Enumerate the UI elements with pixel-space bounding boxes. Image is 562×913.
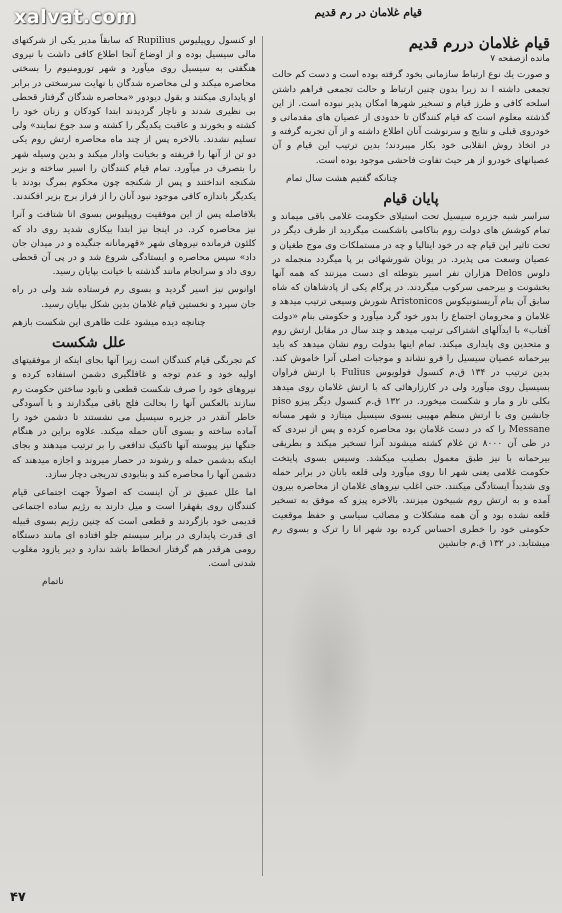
watermark: xalvat.com	[14, 6, 137, 28]
page-number: ۴۷	[10, 890, 26, 905]
article-title: قیام غلامان دررم قدیم	[408, 34, 550, 52]
paper-shadow	[284, 560, 374, 790]
running-head: قیام غلامان در رم قدیم	[314, 6, 422, 19]
section-caption: چنانکه گفتیم هشت سال تمام	[286, 172, 398, 184]
paragraph: او کنسول روپیلیوس Rupilius که سابقاً مدیر یکی از شرکتهای مالی سیسیل بوده و از اوضاع آنجا اطلاع کافی داشت با نیروی هنگفتی به سیسیل روی میآورد و شهر تورومنیوم را بسختی محاصره میکند و لی محاصره شدگان با نهایت سرسختی در برابر او پایداری میکنند و بقول دیودور «محاصره شدگان گرفتار قحطی بی نظیری شدند و ناچار گردیدند ابتدا کودکان و زنان خود را کشته و بخورند و عاقبت یکدیگر را کشته و سد جوع نمایند» ولی تسلیم نشدند. بالاخره پس از چند ماه محاصره ارتش روم یکی دو تن از آنها را فریفته و بخیانت وادار میکند و بدین وسیله شهر را بتصرف در میآورد. تمام قیام کنندگان را اسیر ساخته و بزیر شکنجه انداختند و پس از شکنجه چون محکوم بمرگ بودند با یکدیگر باندازه کافی موجود نبود آنان را از فراز برج بزیر افکندند.	[12, 35, 256, 203]
paragraph: سراسر شبه جزیره سیسیل تحت استیلای حکومت غلامی باقی میماند و تمام کوشش های دولت روم بناکامی باشکست میگردید از طرف دیگر در تحت تاثیر این قیام چه در خود ایتالیا و چه در مستملکات وی موج طغیان و عصیان وسعت می پذیرد. در یونان شورشهائی بر پا میگردد منجمله در دلوس Delos هزاران نفر اسیر بتوطئه ای دست میزنند که همه آنها بخشونت و بیرحمی سرکوب میگردند. در پرگام یکی از پادشاهان که شاه سابق آن بنام آریستونیکوس Aristonicos شورش وسیعی ترتیب میدهد و غلامان و محرومان اجتماع را بدور خود گرد میآورد و حکومتی بنام «دولت آفتاب» با ایدآلهای اشتراکی ترتیب میدهد و چند سال در مقابل ارتش روم و متحدین وی پایداری میکند. تمام اینها بدولت روم نشان میدهد که باید بیرحمانه عصیان سیسیل را فرو نشاند و موجبات اصلی آنرا خاموش کند. بدین ترتیب در ۱۳۴ ق.م کنسول فولویوس Fulius با ارتش فراوان بسیسیل روی میآورد ولی در کارزارهائی که با ارتش غلامان روی میدهد بکلی تار و مار و شکست میخورد. در ۱۳۲ ق.م کنسول دیگر پیزو piso جانشین وی با ارتش منظم مهیبی بسوی سیسیل میتازد و شهر مسانه Messane را که در دست غلامان بود محاصره کرده و پس از نبردی که در طی آن ۸۰۰۰ تن غلام کشته میشوند آنرا تسخیر میکند و بطریقی بیرحمانه با نیز طبق معمول بصلیب میکشد. وسیس بسوی پایتخت حکومت غلامی یعنی شهر انا روی میآورد ولی قلعه بانان در برابر حمله وی شدیداً ایستادگی میکنند. حتی اغلب نیروهای غلامان از محاصره بیرون آمده و به ارتش روم شبیخون میزنند. بالاخره پیزو که موفق به تسخیر قلعه نشده بود و آن همه مشکلات و مصائب سیاسی و حفظ موقعیت حکومتی خود را خطری احساس کرده بود شهر انا را ترک و بسوی رم میشتابد. در ۱۳۲ ق.م جانشین	[272, 211, 551, 549]
paragraph: اما علل عمیق تر آن اینست که اصولاً جهت اجتماعی قیام کنندگان روی بقهقرا است و میل دارند به رژیم ساده اجتماعی قدیمی خود بازگردند و قطعی است که چنین رژیم بسوی قبیله ای قدرت پایداری در برابر سیستم جلو افتاده ای مانند دستگاه رومی هرقدر هم گرفتار انحطاط باشد ندارد و دیر یازود مغلوب شدنی است.	[12, 487, 256, 570]
section-caption: چنانچه دیده میشود علت ظاهری این شکست بازهم	[12, 316, 206, 328]
paragraph: اوانوس نیز اسیر گردید و بسوی رم فرستاده شد ولی در راه جان سپرد و نخستین قیام غلامان بدین شکل بپایان رسید.	[12, 284, 256, 310]
section-heading-causes-of-defeat: علل شکست	[52, 335, 127, 352]
column-divider	[262, 36, 263, 876]
to-be-continued-note: ناتمام	[42, 576, 64, 588]
right-column	[272, 34, 550, 555]
section-heading-end-of-uprising: پایان قیام	[383, 191, 439, 208]
paragraph: و صورت یك نوع ارتباط سازمانی بخود گرفته بوده است و دست کم حالت تجمعی داشته ا ند زیرا بدون چنین ارتباط و حالت تجمعی فراهم داشتن اسلحه کافی و طرز قیام و تسخیر شهرها امکان پذیر نبوده است. از این گذشته معلوم است که قیام کنندگان تا حدودی از عصیان های مقدماتی و خودروی قبلی و نتایج و سرنوشت آنان اطلاع داشته و از آن تجربه گرفته و در اتخاذ روش انقلابی خود بکار میبردند؛ بدین ترتیب این قیام و آن عصیانهای خودرو از هر حیث تفاوت فاحشی موجود بوده است.	[272, 69, 550, 166]
paragraph: بلافاصله پس از این موفقیت روپیلیوس بسوی انا شتافت و آنرا نیز محاصره کرد. در اینجا نیز ابتدا بیکاری شدید روی داد که کلئون فرمانده نیروهای شهر «قهرمانانه جنگیده و در میدان جان داد» سپس محاصره و ایستادگی شروع شد و در پی آن قحطی روی داد و سرانجام مانند گذشته با خیانت بپایان رسید.	[12, 209, 256, 278]
left-column	[12, 34, 256, 590]
paragraph: کم تجربگی قیام کنندگان است زیرا آنها بجای اینکه از موفقیتهای اولیه خود و عدم توجه و غافلگیری دشمن استفاده کرده و نیروهای خود را صرف شکست قطعی و نابود ساختن حکومت رم سازند بالعکس آنها را بحالت فلج باقی میگذارند و با آسودگی خاطر آنقدر در جزیره سیسیل می نشستند تا دشمن خود را آماده ساخته و بسوی آنان حمله میکند. علاوه براین در هنگام جنگها نیز پیوسته آنها تاکتیک تدافعی را بر ترتیب میدهند و بجای اینکه بدشمن حمله و رشوند در حصار میروند و اجازه میدهند که دشمن آنها را محاصره کند و بنابودی تدریجی دچار سازد.	[12, 355, 256, 480]
continued-from-note: مانده ازصفحه ۷	[490, 54, 550, 65]
